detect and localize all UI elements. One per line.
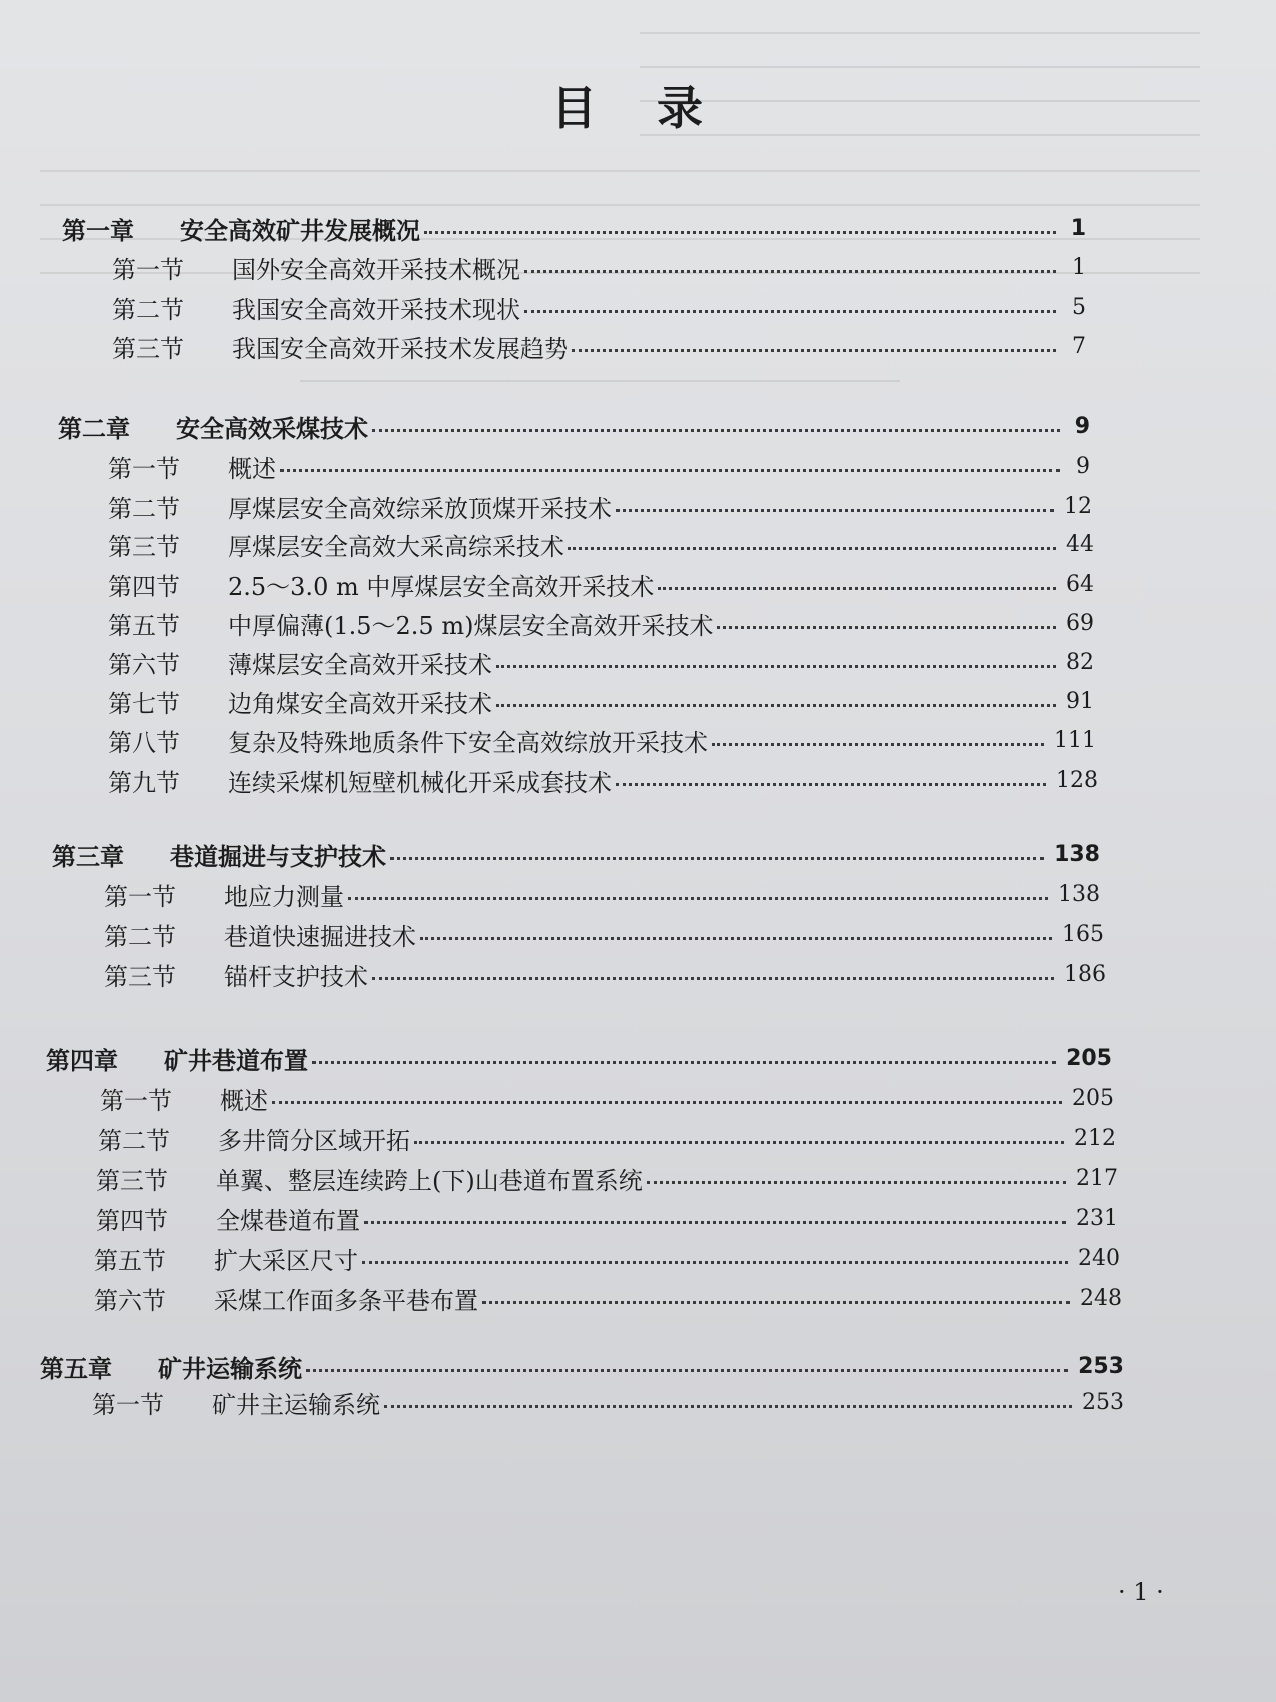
section-label: 第四节 (108, 572, 180, 601)
section-title: 锚杆支护技术 (224, 962, 368, 991)
section-title: 巷道快速掘进技术 (224, 922, 416, 951)
section-label: 第五节 (94, 1246, 166, 1275)
page-ref: 205 (1072, 1085, 1114, 1111)
toc-chapter-row[interactable] (52, 834, 1100, 874)
page-ref: 253 (1078, 1353, 1124, 1379)
chapter-title: 巷道掘进与支护技术 (170, 842, 386, 871)
section-title: 概述 (220, 1086, 268, 1115)
page-ref: 82 (1066, 649, 1094, 675)
section-title: 矿井主运输系统 (212, 1390, 380, 1419)
page-ref: 205 (1066, 1045, 1112, 1071)
leader-dots (717, 626, 1056, 629)
toc-section-row[interactable] (108, 486, 1092, 526)
section-label: 第一节 (112, 255, 184, 284)
page-ref: 248 (1080, 1285, 1122, 1311)
section-label: 第二节 (104, 922, 176, 951)
toc-chapter-row[interactable] (40, 1346, 1124, 1386)
section-label: 第一节 (100, 1086, 172, 1115)
page-ref: 7 (1072, 333, 1086, 359)
toc-section-row[interactable] (104, 954, 1106, 994)
leader-dots (658, 587, 1056, 590)
section-title: 采煤工作面多条平巷布置 (214, 1286, 478, 1315)
toc-section-row[interactable] (112, 326, 1086, 366)
toc-section-row[interactable] (96, 1198, 1118, 1238)
page-ref: 1 (1072, 254, 1086, 280)
toc-section-row[interactable] (108, 524, 1094, 564)
page-ref: 138 (1054, 841, 1100, 867)
section-title: 地应力测量 (224, 882, 344, 911)
page-ref: 128 (1056, 767, 1098, 793)
page-ref: 91 (1066, 688, 1094, 714)
section-label: 第三节 (108, 532, 180, 561)
section-label: 第二节 (112, 295, 184, 324)
toc-section-row[interactable] (94, 1278, 1122, 1318)
leader-dots (372, 429, 1060, 432)
leader-dots (496, 704, 1056, 707)
page-ref: 165 (1062, 921, 1104, 947)
leader-dots (424, 231, 1056, 234)
section-title: 薄煤层安全高效开采技术 (228, 650, 492, 679)
chapter-label: 第二章 (58, 414, 130, 443)
leader-dots (306, 1369, 1068, 1372)
leader-dots (496, 665, 1056, 668)
toc-section-row[interactable] (104, 914, 1104, 954)
chapter-title: 安全高效采煤技术 (176, 414, 368, 443)
section-label: 第六节 (108, 650, 180, 679)
section-label: 第六节 (94, 1286, 166, 1315)
leader-dots (647, 1181, 1066, 1184)
section-label: 第三节 (96, 1166, 168, 1195)
section-label: 第二节 (108, 494, 180, 523)
page-ref: 12 (1064, 493, 1092, 519)
leader-dots (414, 1141, 1064, 1144)
section-label: 第一节 (108, 454, 180, 483)
section-label: 第八节 (108, 728, 180, 757)
section-label: 第三节 (104, 962, 176, 991)
leader-dots (390, 857, 1044, 860)
toc-section-row[interactable] (92, 1382, 1124, 1422)
page-ref: 9 (1074, 413, 1090, 439)
page-ref: 1 (1070, 215, 1086, 241)
section-title: 我国安全高效开采技术现状 (232, 295, 520, 324)
toc-section-row[interactable] (98, 1118, 1116, 1158)
page-ref: 69 (1066, 610, 1094, 636)
section-label: 第一节 (92, 1390, 164, 1419)
toc-section-row[interactable] (104, 874, 1100, 914)
toc-section-row[interactable] (112, 247, 1086, 287)
section-label: 第一节 (104, 882, 176, 911)
section-title: 连续采煤机短壁机械化开采成套技术 (228, 768, 612, 797)
leader-dots (572, 349, 1056, 352)
chapter-title: 矿井巷道布置 (164, 1046, 308, 1075)
leader-dots (272, 1101, 1062, 1104)
leader-dots (312, 1061, 1056, 1064)
chapter-label: 第三章 (52, 842, 124, 871)
toc-chapter-row[interactable] (62, 208, 1086, 248)
page-ref: 217 (1076, 1165, 1118, 1191)
toc-chapter-row[interactable] (58, 406, 1090, 446)
chapter-label: 第五章 (40, 1354, 112, 1383)
page-ref: 231 (1076, 1205, 1118, 1231)
section-label: 第七节 (108, 689, 180, 718)
section-label: 第四节 (96, 1206, 168, 1235)
leader-dots (362, 1261, 1068, 1264)
leader-dots (568, 547, 1056, 550)
section-label: 第五节 (108, 611, 180, 640)
toc-section-row[interactable] (96, 1158, 1118, 1198)
section-title: 中厚偏薄(1.5～2.5 m)煤层安全高效开采技术 (228, 611, 714, 640)
leader-dots (384, 1405, 1072, 1408)
toc-section-row[interactable] (108, 446, 1090, 486)
toc-section-row[interactable] (100, 1078, 1114, 1118)
toc-section-row[interactable] (112, 287, 1086, 327)
section-label: 第九节 (108, 768, 180, 797)
toc-section-row[interactable] (108, 681, 1094, 721)
section-title: 扩大采区尺寸 (214, 1246, 358, 1275)
leader-dots (364, 1221, 1066, 1224)
toc-title: 目 录 (550, 81, 725, 135)
section-title: 复杂及特殊地质条件下安全高效综放开采技术 (228, 728, 708, 757)
section-title: 国外安全高效开采技术概况 (232, 255, 520, 284)
page-ref: 111 (1054, 727, 1096, 753)
section-title: 边角煤安全高效开采技术 (228, 689, 492, 718)
page-ref: 253 (1082, 1389, 1124, 1415)
leader-dots (482, 1301, 1070, 1304)
toc-chapter-row[interactable] (46, 1038, 1112, 1078)
page-number: · 1 · (1118, 1578, 1164, 1606)
toc-section-row[interactable] (108, 720, 1096, 760)
page-ref: 64 (1066, 571, 1094, 597)
page-ref: 186 (1064, 961, 1106, 987)
toc-section-row[interactable] (108, 564, 1094, 604)
section-title: 厚煤层安全高效大采高综采技术 (228, 532, 564, 561)
leader-dots (372, 977, 1054, 980)
section-title: 多井筒分区域开拓 (218, 1126, 410, 1155)
chapter-title: 安全高效矿井发展概况 (180, 216, 420, 245)
leader-dots (420, 937, 1052, 940)
section-title: 全煤巷道布置 (216, 1206, 360, 1235)
toc-section-row[interactable] (94, 1238, 1120, 1278)
section-title: 厚煤层安全高效综采放顶煤开采技术 (228, 494, 612, 523)
leader-dots (524, 310, 1056, 313)
leader-dots (616, 783, 1046, 786)
leader-dots (712, 743, 1044, 746)
section-title: 2.5～3.0 m 中厚煤层安全高效开采技术 (228, 572, 655, 601)
chapter-label: 第四章 (46, 1046, 118, 1075)
leader-dots (524, 270, 1056, 273)
page-ref: 240 (1078, 1245, 1120, 1271)
leader-dots (616, 509, 1054, 512)
page-ref: 138 (1058, 881, 1100, 907)
section-title: 我国安全高效开采技术发展趋势 (232, 334, 568, 363)
chapter-label: 第一章 (62, 216, 134, 245)
section-label: 第三节 (112, 334, 184, 363)
page-ref: 9 (1076, 453, 1090, 479)
page-ref: 212 (1074, 1125, 1116, 1151)
chapter-title: 矿井运输系统 (158, 1354, 302, 1383)
toc-section-row[interactable] (108, 642, 1094, 682)
section-title: 单翼、整层连续跨上(下)山巷道布置系统 (216, 1166, 643, 1195)
section-label: 第二节 (98, 1126, 170, 1155)
page-ref: 5 (1072, 294, 1086, 320)
section-title: 概述 (228, 454, 276, 483)
toc-section-row[interactable] (108, 760, 1098, 800)
toc-section-row[interactable] (108, 603, 1094, 643)
page-ref: 44 (1066, 531, 1094, 557)
leader-dots (348, 897, 1048, 900)
leader-dots (280, 469, 1060, 472)
